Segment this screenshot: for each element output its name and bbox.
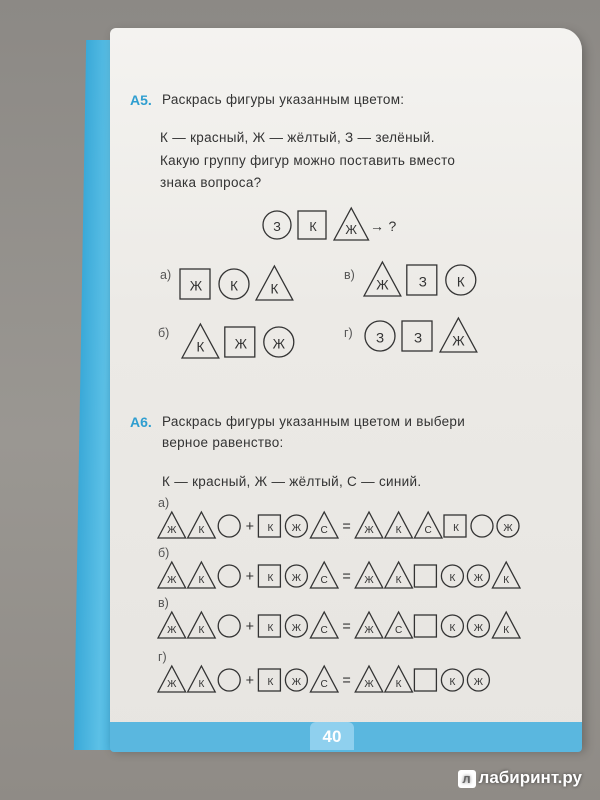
- shape-letter: С: [424, 525, 432, 537]
- circle-shape: [467, 615, 489, 637]
- circle-shape: [467, 669, 489, 691]
- circle-shape: [263, 211, 291, 239]
- task-a5-arrow: → ?: [370, 218, 397, 234]
- circle-shape: [446, 265, 476, 295]
- shape-letter: К: [270, 281, 279, 297]
- shape-letter: Ж: [291, 622, 302, 634]
- triangle-shape: [385, 562, 413, 588]
- task-a5-option-v-label: в): [344, 268, 355, 282]
- task-a5-number: А5.: [130, 92, 152, 108]
- task-a6-row-v: [156, 612, 576, 642]
- circle-shape: [218, 669, 240, 691]
- shape-letter: Ж: [364, 625, 374, 637]
- triangle-shape: [158, 562, 186, 588]
- task-a6-row-a-label: а): [158, 496, 170, 510]
- shape-letter: Ж: [234, 336, 248, 352]
- triangle-shape: [385, 666, 413, 692]
- circle-shape: [467, 565, 489, 587]
- plus-sign: +: [245, 672, 255, 689]
- shape-letter: Ж: [272, 336, 286, 352]
- shape-letter: К: [267, 676, 274, 688]
- shape-letter: К: [453, 522, 459, 534]
- shape-letter: К: [503, 575, 510, 587]
- shape-letter: Ж: [376, 277, 389, 293]
- shape-letter: Ж: [291, 522, 302, 534]
- shape-letter: Ж: [503, 522, 513, 534]
- eq-shape: [342, 619, 350, 635]
- triangle-shape: [310, 612, 338, 638]
- triangle-shape: [310, 512, 338, 538]
- circle-shape: [285, 565, 307, 587]
- circle-shape: [218, 565, 240, 587]
- circle-shape: [218, 615, 240, 637]
- task-a6-row-v-label: в): [158, 596, 169, 610]
- circle-shape: [264, 327, 294, 357]
- circle-shape: [219, 269, 249, 299]
- shape-letter: Ж: [167, 575, 177, 587]
- square-shape: [258, 515, 280, 537]
- task-a5-option-g: [362, 318, 492, 366]
- shape-letter: К: [456, 274, 465, 290]
- shape-letter: К: [449, 572, 456, 584]
- shape-letter: К: [309, 220, 317, 234]
- shape-letter: К: [230, 278, 238, 294]
- task-a5-question-line2: знака вопроса?: [160, 175, 262, 190]
- circle-shape: [285, 615, 307, 637]
- circle-shape: [471, 515, 493, 537]
- shape-letter: К: [198, 575, 205, 587]
- shape-letter: С: [320, 575, 328, 587]
- page-number: 40: [310, 722, 354, 750]
- shape-letter: Ж: [189, 278, 203, 294]
- task-a5-option-b: [180, 324, 310, 366]
- triangle-shape: [492, 562, 520, 588]
- triangle-shape: [158, 666, 186, 692]
- task-a6-row-g: [156, 666, 576, 696]
- square-shape: [402, 321, 432, 351]
- shape-letter: К: [196, 339, 205, 355]
- triangle-shape: [158, 612, 186, 638]
- task-a6-row-a: [156, 512, 576, 542]
- task-a6-row-b: [156, 562, 576, 592]
- shape-letter: З: [413, 330, 423, 346]
- shape-letter: К: [449, 622, 456, 634]
- watermark-logo-icon: л: [458, 770, 476, 788]
- triangle-shape: [188, 562, 216, 588]
- shape-letter: К: [503, 625, 510, 637]
- square-shape: [414, 615, 436, 637]
- triangle-shape: [188, 512, 216, 538]
- shape-letter: К: [395, 525, 402, 537]
- circle-shape: [441, 615, 463, 637]
- shape-letter: С: [320, 525, 328, 537]
- equals-sign: =: [342, 618, 351, 635]
- triangle-shape: [385, 612, 413, 638]
- triangle-shape: [158, 512, 186, 538]
- circle-shape: [497, 515, 519, 537]
- triangle-shape: [310, 666, 338, 692]
- task-a5-option-g-label: г): [344, 326, 353, 340]
- task-a6-number: А6.: [130, 414, 152, 430]
- plus-shape: [246, 569, 254, 585]
- square-shape: [225, 327, 255, 357]
- shape-letter: К: [198, 625, 205, 637]
- shape-letter: Ж: [345, 223, 358, 237]
- plus-shape: [246, 673, 254, 689]
- shape-letter: К: [267, 522, 274, 534]
- shape-letter: К: [267, 622, 274, 634]
- shape-letter: К: [395, 575, 402, 587]
- circle-shape: [441, 565, 463, 587]
- triangle-shape: [188, 666, 216, 692]
- eq-shape: [342, 569, 350, 585]
- shape-letter: Ж: [364, 575, 374, 587]
- shape-letter: Ж: [364, 679, 374, 691]
- task-a6-legend: К — красный, Ж — жёлтый, С — синий.: [162, 474, 422, 489]
- shape-letter: З: [375, 330, 385, 346]
- shape-letter: Ж: [473, 676, 484, 688]
- shape-letter: Ж: [167, 679, 177, 691]
- shape-letter: Ж: [452, 333, 465, 349]
- triangle-shape: [355, 512, 383, 538]
- square-shape: [258, 669, 280, 691]
- task-a5-option-a: [178, 266, 298, 308]
- task-a5-legend: К — красный, Ж — жёлтый, З — зелёный.: [160, 130, 435, 145]
- eq-shape: [342, 519, 350, 535]
- shape-letter: Ж: [473, 622, 484, 634]
- plus-shape: [246, 519, 254, 535]
- shape-letter: Ж: [291, 572, 302, 584]
- circle-shape: [441, 669, 463, 691]
- shape-letter: К: [449, 676, 456, 688]
- shape-letter: Ж: [473, 572, 484, 584]
- shape-letter: С: [320, 679, 328, 691]
- square-shape: [444, 515, 466, 537]
- task-a5-title: Раскрась фигуры указанным цветом:: [162, 92, 405, 107]
- triangle-shape: [310, 562, 338, 588]
- triangle-shape: [334, 208, 369, 240]
- triangle-shape: [188, 612, 216, 638]
- plus-sign: +: [245, 618, 255, 635]
- square-shape: [258, 565, 280, 587]
- shape-letter: К: [267, 572, 274, 584]
- shape-letter: К: [198, 525, 205, 537]
- triangle-shape: [355, 612, 383, 638]
- workbook-page: [110, 28, 582, 748]
- shape-letter: Ж: [167, 525, 177, 537]
- plus-sign: +: [245, 568, 255, 585]
- task-a6-title-line2: верное равенство:: [162, 435, 284, 450]
- equals-sign: =: [342, 568, 351, 585]
- shape-letter: К: [198, 679, 205, 691]
- triangle-shape: [355, 666, 383, 692]
- square-shape: [414, 565, 436, 587]
- triangle-shape: [414, 512, 442, 538]
- shape-letter: Ж: [291, 676, 302, 688]
- shape-letter: С: [320, 625, 328, 637]
- shape-letter: З: [418, 274, 427, 290]
- circle-shape: [285, 669, 307, 691]
- circle-shape: [218, 515, 240, 537]
- task-a5-option-b-label: б): [158, 326, 170, 340]
- task-a5-sequence: [260, 208, 450, 250]
- task-a6-title-line1: Раскрась фигуры указанным цветом и выбери: [162, 414, 466, 429]
- task-a5-option-v: [362, 262, 492, 308]
- shape-letter: К: [395, 679, 402, 691]
- task-a6-row-b-label: б): [158, 546, 170, 560]
- plus-sign: +: [245, 518, 255, 535]
- square-shape: [414, 669, 436, 691]
- square-shape: [407, 265, 437, 295]
- circle-shape: [365, 321, 395, 351]
- equals-sign: =: [342, 672, 351, 689]
- plus-shape: [246, 619, 254, 635]
- triangle-shape: [440, 318, 477, 352]
- watermark: [458, 768, 582, 788]
- triangle-shape: [182, 324, 219, 358]
- circle-shape: [285, 515, 307, 537]
- task-a5-question-line1: Какую группу фигур можно поставить вместо: [160, 153, 456, 168]
- square-shape: [180, 269, 210, 299]
- shape-letter: Ж: [364, 525, 374, 537]
- triangle-shape: [256, 266, 293, 300]
- triangle-shape: [364, 262, 401, 296]
- equals-sign: =: [342, 518, 351, 535]
- shape-letter: Ж: [167, 625, 177, 637]
- shape-letter: З: [273, 220, 281, 234]
- eq-shape: [342, 673, 350, 689]
- task-a5-option-a-label: а): [160, 268, 172, 282]
- watermark-text: лабиринт.ру: [478, 768, 582, 787]
- shape-letter: С: [394, 625, 403, 637]
- triangle-shape: [492, 612, 520, 638]
- triangle-shape: [355, 562, 383, 588]
- triangle-shape: [385, 512, 413, 538]
- square-shape: [258, 615, 280, 637]
- task-a6-row-g-label: г): [158, 650, 167, 664]
- square-shape: [298, 211, 326, 239]
